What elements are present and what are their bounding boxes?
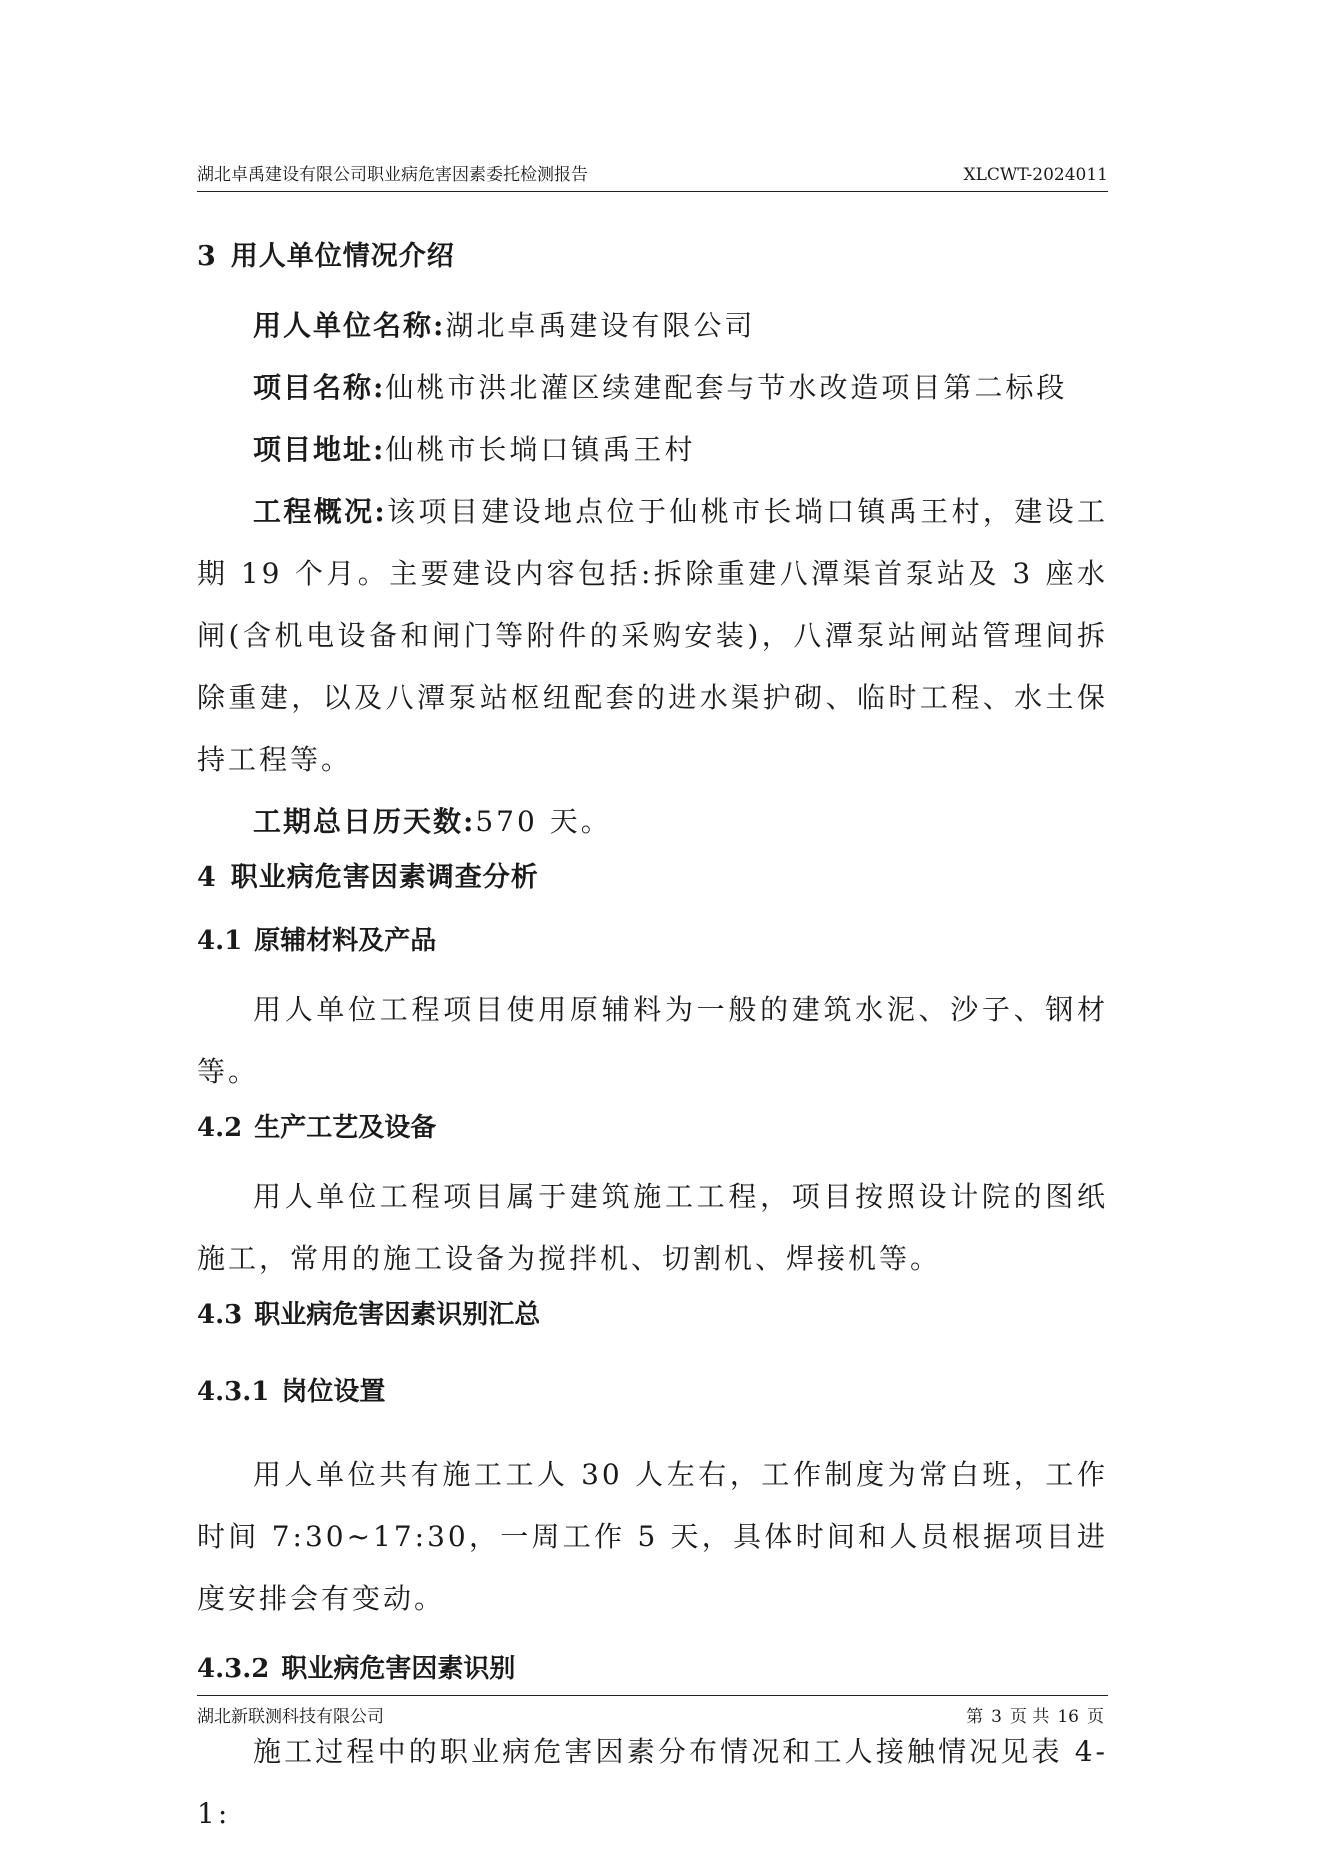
section-title: 原辅材料及产品 [254, 926, 437, 956]
page-prefix: 第 [966, 1707, 984, 1727]
section-title: 职业病危害因素识别汇总 [254, 1300, 541, 1330]
section-title: 岗位设置 [281, 1377, 386, 1407]
field-value: 湖北卓禹建设有限公司 [445, 309, 756, 342]
field-value: 570 天。 [475, 805, 612, 838]
project-overview-paragraph [197, 481, 1108, 791]
field-label: 用人单位名称: [253, 309, 446, 342]
field-label: 项目地址: [253, 433, 386, 466]
section-4-3-1-heading [197, 1367, 1108, 1430]
field-value: 该项目建设地点位于仙桃市长埫口镇禹王村，建设工期 19 个月。主要建设内容包括:拆除重建八潭渠首泵站及 3 座水闸(含机电设备和闸门等附件的采购安装)，八潭泵站闸站管理间拆除重建，以及八潭泵站枢纽配套的进水渠护砌、临时工程、水土保持工程等。 [197, 495, 1108, 776]
page-footer [197, 1702, 1108, 1727]
footer-divider [197, 1695, 1108, 1696]
section-4-1-heading [197, 916, 1108, 979]
total-days-line [197, 791, 1108, 853]
current-page: 3 [991, 1707, 1002, 1727]
section-number: 4.3.1 [197, 1377, 270, 1407]
footer-company: 湖北新联测科技有限公司 [197, 1707, 384, 1727]
total-pages: 16 [1057, 1707, 1079, 1727]
project-name-line [197, 357, 1108, 419]
page-header [197, 160, 1108, 185]
field-label: 项目名称: [253, 371, 386, 404]
section-4-3-2-text: 施工过程中的职业病危害因素分布情况和工人接触情况见表 4-1: [197, 1735, 1108, 1830]
section-4-heading [197, 853, 1108, 916]
section-number: 3 [197, 241, 217, 272]
field-label: 工期总日历天数: [253, 805, 476, 838]
header-report-title: 湖北卓禹建设有限公司职业病危害因素委托检测报告 [197, 165, 588, 185]
section-4-3-heading [197, 1290, 1108, 1353]
field-label: 工程概况: [253, 495, 387, 528]
page-number [962, 1702, 1108, 1727]
section-number: 4.2 [197, 1113, 243, 1143]
field-value: 仙桃市洪北灌区续建配套与节水改造项目第二标段 [385, 371, 1068, 404]
header-divider [197, 191, 1108, 192]
section-number: 4.3 [197, 1300, 243, 1330]
employer-name-line [197, 295, 1108, 357]
section-4-2-text: 用人单位工程项目属于建筑施工工程，项目按照设计院的图纸施工，常用的施工设备为搅拌机、切割机、焊接机等。 [197, 1180, 1108, 1275]
section-title: 用人单位情况介绍 [230, 241, 455, 272]
section-4-1-text: 用人单位工程项目使用原辅料为一般的建筑水泥、沙子、钢材等。 [197, 993, 1108, 1088]
header-report-code: XLCWT-2024011 [963, 165, 1108, 185]
section-title: 职业病危害因素识别 [281, 1654, 516, 1684]
field-value: 仙桃市长埫口镇禹王村 [385, 433, 696, 466]
section-3-heading [197, 232, 1108, 295]
page-suffix: 页 [1087, 1707, 1104, 1727]
section-number: 4.1 [197, 926, 243, 956]
page-middle: 页 共 [1009, 1707, 1050, 1727]
section-number: 4.3.2 [197, 1654, 270, 1684]
project-address-line [197, 419, 1108, 481]
section-4-3-2-heading [197, 1644, 1108, 1707]
section-number: 4 [197, 862, 217, 893]
section-title: 职业病危害因素调查分析 [230, 862, 539, 893]
section-title: 生产工艺及设备 [254, 1113, 437, 1143]
section-4-3-1-text: 用人单位共有施工工人 30 人左右，工作制度为常白班，工作时间 7:30~17:30，一周工作 5 天，具体时间和人员根据项目进度安排会有变动。 [197, 1458, 1108, 1615]
page-body [197, 232, 1108, 1845]
section-4-2-heading [197, 1103, 1108, 1166]
